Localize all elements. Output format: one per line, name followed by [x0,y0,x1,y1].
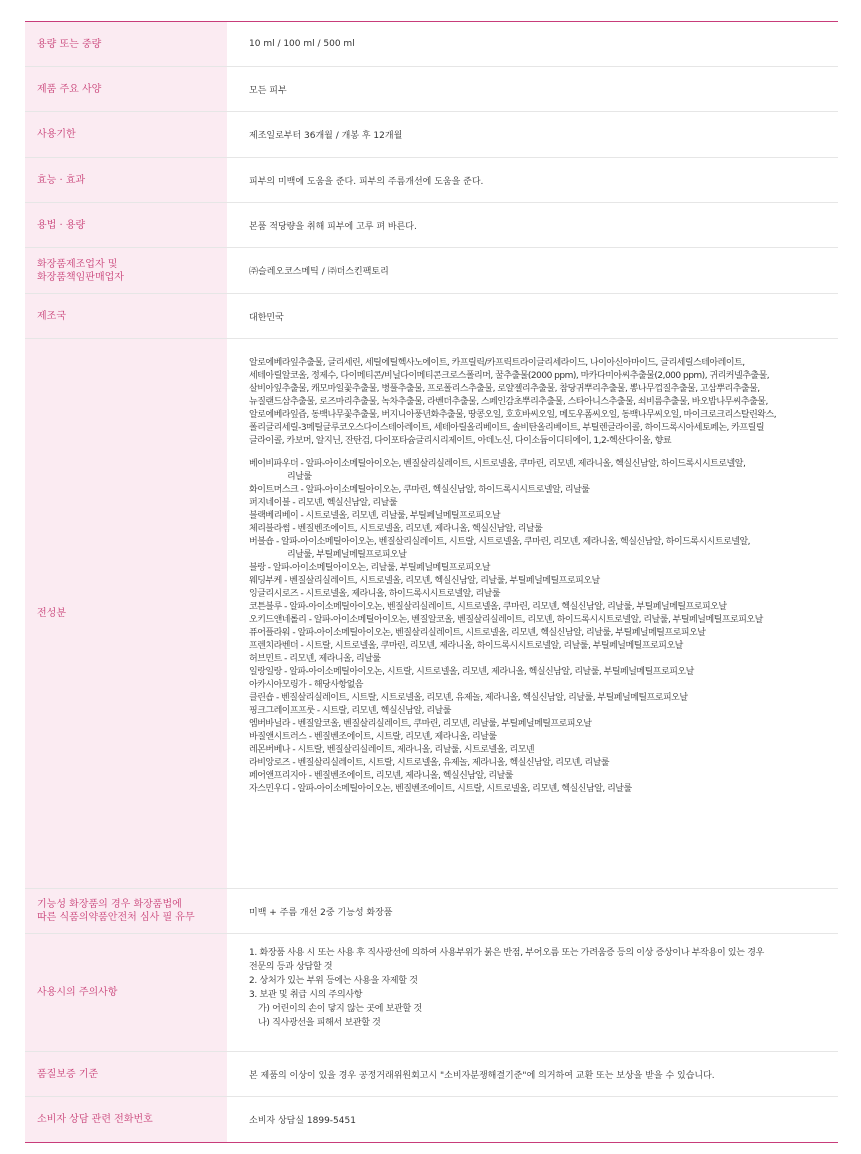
skin-type-label: 제품 주요 사양 [25,67,227,111]
ingredients-fragrance-line: 클린숍 - 벤질살리실레이트, 시트랄, 시트로넬올, 리모넨, 유제놀, 제라니올, 헥실신남알, 리날룰, 부틸페닐메틸프로피오날 [249,693,688,703]
caution-value [227,934,838,1051]
ingredients-fragrance-line: 버블숍 - 알파-아이소메틸아이오논, 벤질살리실레이트, 시트랄, 시트로넬올, 쿠마린, 리모넨, 제라니올, 헥실신남알, 하이드록시시트로넬알, [249,537,751,547]
ingredients-main-line: 글라이콜, 카보머, 알지닌, 잔탄검, 다이포타슘글리시리제이트, 아데노신, 다이소듐이디티에이, 1,2-헥산다이올, 향료 [249,436,672,446]
ingredients-fragrance-line: 퍼지네이블 - 리모넨, 헥실신남알, 리날룰 [249,498,398,508]
product-info-table [25,21,838,1143]
expiry-value: 제조일로부터 36개월 / 개봉 후 12개월 [249,131,403,141]
ingredients-fragrance-line: 페어앤프리지아 - 벤질벤조에이트, 리모넨, 제라니올, 헥실신남알, 리날룰 [249,771,513,781]
ingredients-main-line: 알로에베라잎추출물, 글리세린, 세틸에틸헥사노에이트, 카프릴릭/카프릭트라이글리세라이드, 나이아신아마이드, 글리세릴스테아레이트, [249,358,745,368]
quality-value: 본 제품의 이상이 있을 경우 공정거래위원회고시 "소비자분쟁해결기준"에 의거하여 교환 또는 보상을 받을 수 있습니다. [249,1070,715,1081]
ingredients-fragrance-line: 아카시아모링가 - 해당사항없음 [249,680,363,690]
functional-value: 미백 + 주름 개선 2중 기능성 화장품 [249,907,393,918]
ingredients-fragrance-line: 핑크그레이프프룻 - 시트랄, 리모넨, 헥실신남알, 리날룰 [249,706,451,716]
ingredients-main-line: 뉴질랜드삼추출물, 로즈마리추출물, 녹차추출물, 라벤더추출물, 스페인감초뿌리추출물, 스타아니스추출물, 쇠비름추출물, 바오밥나무씨추출물, [249,397,768,407]
skin-type-value: 모든 피부 [249,85,287,96]
volume-label: 용량 또는 중량 [25,22,227,66]
ingredients-fragrance-line: 자스민우디 - 알파-아이소메틸아이오논, 벤질벤조에이트, 시트랄, 시트로넬올, 리모넨, 헥실신남알, 리날룰 [249,784,632,794]
caution-lines-line: 2. 상처가 있는 부위 등에는 사용을 자제할 것 [249,976,418,986]
fragrance-list [249,458,824,796]
caution-lines-line: 가) 어린이의 손이 닿지 않는 곳에 보관할 것 [258,1004,422,1014]
ingredients-gap [249,448,824,458]
ingredients-fragrance-line: 베이비파우더 - 알파-아이소메틸아이오논, 벤질살리실레이트, 시트로넬올, 쿠마린, 리모넨, 제라니올, 헥실신남알, 하이드록시시트로넬알, [249,459,746,469]
row-country [25,294,838,339]
ingredients-fragrance-line: 라비앙로즈 - 벤질살리실레이트, 시트랄, 시트로넬올, 유제놀, 제라니올, 헥실신남알, 리모넨, 리날룰 [249,758,610,768]
row-ingredients [25,339,838,889]
ingredients-fragrance-line: 퓨어플라워 - 알파-아이소메틸아이오논, 벤질살리실레이트, 시트로넬올, 리모넨, 헥실신남알, 리날룰, 부틸페닐메틸프로피오날 [249,628,706,638]
ingredients-fragrance-line: 허브민트 - 리모넨, 제라니올, 리날룰 [249,654,381,664]
ingredients-label: 전성분 [25,339,227,888]
caution-list [249,946,824,1030]
caution-lines-line: 1. 화장품 사용 시 또는 사용 후 직사광선에 의하여 사용부위가 붉은 반점, 부어오름 또는 가려움증 등의 이상 증상이나 부작용이 있는 경우 [249,948,765,958]
caution-lines-line: 전문의 등과 상담할 것 [249,962,333,972]
efficacy-value: 피부의 미백에 도움을 준다. 피부의 주름개선에 도움을 준다. [249,176,484,187]
ingredients-fragrance-line: 블랙베리베이 - 시트로넬올, 리모넨, 리날룰, 부틸페닐메틸프로피오날 [249,511,501,521]
country-label: 제조국 [25,294,227,338]
ingredients-fragrance-line: 레몬버베나 - 시트랄, 벤질살리실레이트, 제라니올, 리날룰, 시트로넬올, 리모넨 [249,745,535,755]
phone-label: 소비자 상담 관련 전화번호 [25,1097,227,1142]
row-functional [25,889,838,934]
caution-lines-line: 나) 직사광선을 피해서 보관할 것 [258,1018,381,1028]
row-phone [25,1097,838,1142]
usage-label: 용법 · 용량 [25,203,227,247]
ingredients-fragrance-line: 오키드앤네롤리 - 알파-아이소메틸아이오논, 벤질알코올, 벤질살리실레이트, 리모넨, 하이드록시시트로넬알, 리날룰, 부틸페닐메틸프로피오날 [249,615,763,625]
volume-value: 10 ml / 100 ml / 500 ml [249,39,355,49]
row-quality [25,1052,838,1097]
ingredients-fragrance-line: 화이트머스크 - 알파-아이소메틸아이오논, 쿠마린, 헥실신남알, 하이드록시시트로넬알, 리날룰 [249,485,590,495]
phone-value: 소비자 상담실 1899-5451 [249,1116,356,1126]
expiry-label: 사용기한 [25,112,227,157]
caution-lines-line: 3. 보관 및 취급 시의 주의사항 [249,990,363,1000]
ingredients-main-line: 살비아잎추출물, 캐모마일꽃추출물, 병풀추출물, 프로폴리스추출물, 로얄젤리추출물, 참당귀뿌리추출물, 뽕나무껍질추출물, 고삼뿌리추출물, [249,384,760,394]
quality-label: 품질보증 기준 [25,1052,227,1096]
row-usage [25,203,838,248]
ingredients-main-line: 세테아릴알코올, 정제수, 다이메티콘/비닐다이메티콘크로스폴리머, 꿀추출물(2000 ppm), 마카다미아씨추출물(2,000 ppm), 귀리커넬추출물, [249,371,770,381]
row-manufacturer [25,248,838,294]
ingredients-fragrance-line: 리날룰, 부틸페닐메틸프로피오날 [287,550,407,560]
manufacturer-label: 화장품제조업자 및 화장품책임판매업자 [25,248,227,293]
ingredients-fragrance-line: 리날룰 [287,472,312,482]
ingredients-list [249,357,824,448]
ingredients-fragrance-line: 바질앤시트러스 - 벤질벤조에이트, 시트랄, 리모넨, 제라니올, 리날룰 [249,732,497,742]
ingredients-value [227,339,838,888]
ingredients-fragrance-line: 엠버바닐라 - 벤질알코올, 벤질살리실레이트, 쿠마린, 리모넨, 리날룰, 부틸페닐메틸프로피오날 [249,719,592,729]
row-caution [25,934,838,1052]
functional-label: 기능성 화장품의 경우 화장품법에 따른 식품의약품안전처 심사 필 유무 [25,889,227,933]
ingredients-fragrance-line: 코튼블루 - 알파-아이소메틸아이오논, 벤질살리실레이트, 시트로넬올, 쿠마린, 리모넨, 헥실신남알, 리날룰, 부틸페닐메틸프로피오날 [249,602,727,612]
row-expiry [25,112,838,158]
ingredients-main-line: 폴리글리세릴-3메틸글루코오스다이스테아레이트, 세테아릴올리베이트, 솔비탄올리베이트, 부틸렌글라이콜, 하이드록시아세토페논, 카프릴릴 [249,423,765,433]
manufacturer-value: ㈜슬레오코스메틱 / ㈜더스킨팩토리 [249,267,389,277]
ingredients-fragrance-line: 블랑 - 알파-아이소메틸아이오논, 리날룰, 부틸페닐메틸프로피오날 [249,563,490,573]
ingredients-fragrance-line: 잉글리시로즈 - 시트로넬올, 제라니올, 하이드록시시트로넬알, 리날룰 [249,589,501,599]
caution-label: 사용시의 주의사항 [25,934,227,1051]
country-value: 대한민국 [249,312,284,323]
ingredients-main-line: 알로에베라잎즙, 동백나무꽃추출물, 버지니아풍년화추출물, 땅콩오일, 호호바씨오일, 메도우폼씨오일, 동백나무씨오일, 마이크로크리스탈린왁스, [249,410,777,420]
ingredients-fragrance-line: 웨딩부케 - 벤질살리실레이트, 시트로넬올, 리모넨, 헥실신남알, 리날룰, 부틸페닐메틸프로피오날 [249,576,600,586]
efficacy-label: 효능 · 효과 [25,158,227,202]
ingredients-fragrance-line: 체리블라썸 - 벤질벤조에이트, 시트로넬올, 리모넨, 제라니올, 헥실신남알, 리날룰 [249,524,543,534]
usage-value: 본품 적당량을 취해 피부에 고루 펴 바른다. [249,221,417,232]
row-volume [25,22,838,67]
ingredients-fragrance-line: 일랑일랑 - 알파-아이소메틸아이오논, 시트랄, 시트로넬올, 리모넨, 제라니올, 헥실신남알, 리날룰, 부틸페닐메틸프로피오날 [249,667,694,677]
row-skin-type [25,67,838,112]
ingredients-fragrance-line: 프렌치라벤더 - 시트랄, 시트로넬올, 쿠마린, 리모넨, 제라니올, 하이드록시시트로넬알, 리날룰, 부틸페닐메틸프로피오날 [249,641,683,651]
row-efficacy [25,158,838,203]
